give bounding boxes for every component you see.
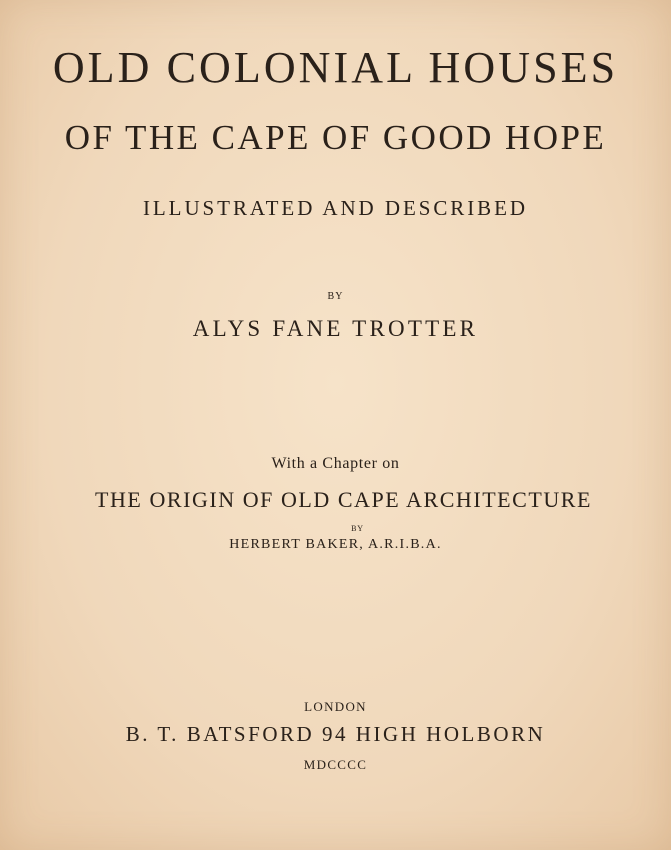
chapter-by-label: BY (351, 524, 364, 533)
chapter-intro: With a Chapter on (271, 455, 400, 472)
book-title-line-1: OLD COLONIAL HOUSES (52, 43, 619, 92)
imprint-year: MDCCCC (303, 757, 368, 772)
book-title-line-2: OF THE CAPE OF GOOD HOPE (64, 118, 607, 157)
by-label: BY (327, 291, 344, 302)
imprint-publisher: B. T. BATSFORD 94 HIGH HOLBORN (125, 722, 546, 746)
book-subtitle: ILLUSTRATED AND DESCRIBED (142, 196, 528, 220)
chapter-contributor: HERBERT BAKER, A.R.I.B.A. (229, 537, 442, 552)
imprint-city: LONDON (304, 699, 367, 714)
chapter-title: THE ORIGIN OF OLD CAPE ARCHITECTURE (95, 487, 592, 512)
author-name: ALYS FANE TROTTER (192, 316, 479, 341)
